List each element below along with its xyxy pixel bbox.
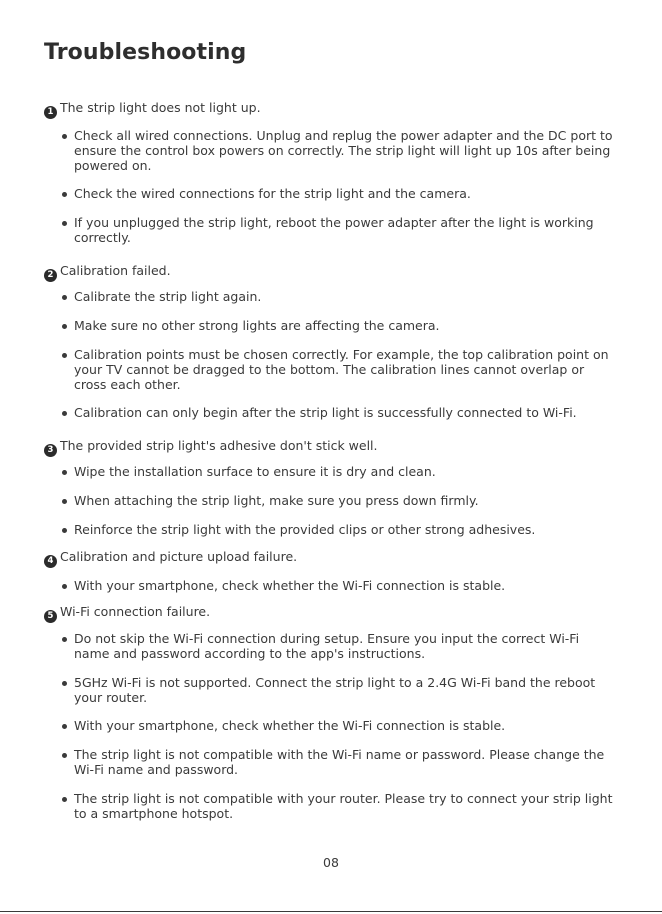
bullet-icon <box>62 353 67 358</box>
list-item <box>62 747 618 777</box>
list-item-text: Calibrate the strip light again. <box>74 289 262 304</box>
bullet-icon <box>62 499 67 504</box>
list-item <box>62 347 618 392</box>
list-item <box>62 215 618 245</box>
section-heading-text: Calibration and picture upload failure. <box>60 549 298 564</box>
section-heading-4 <box>44 549 297 568</box>
list-item-text: Check the wired connections for the strip light and the camera. <box>74 186 471 201</box>
bullet-icon <box>62 637 67 642</box>
list-item-text: Reinforce the strip light with the provided clips or other strong adhesives. <box>74 522 536 537</box>
number-badge: 1 <box>44 106 57 119</box>
bullet-icon <box>62 528 67 533</box>
list-item <box>62 718 618 733</box>
number-badge: 5 <box>44 610 57 623</box>
list-item-text: If you unplugged the strip light, reboot the power adapter after the light is working correctly. <box>74 215 594 245</box>
page-number: 08 <box>323 855 339 870</box>
bullet-icon <box>62 192 67 197</box>
bullet-icon <box>62 295 67 300</box>
list-item <box>62 289 618 304</box>
list-item <box>62 186 618 201</box>
list-item-text: With your smartphone, check whether the Wi-Fi connection is stable. <box>74 578 506 593</box>
list-item <box>62 675 618 705</box>
bullet-icon <box>62 411 67 416</box>
list-item-text: With your smartphone, check whether the Wi-Fi connection is stable. <box>74 718 506 733</box>
list-item-text: When attaching the strip light, make sure you press down firmly. <box>74 493 479 508</box>
list-item <box>62 128 618 173</box>
section-heading-text: Wi-Fi connection failure. <box>60 604 211 619</box>
list-item-text: Make sure no other strong lights are affecting the camera. <box>74 318 440 333</box>
list-item <box>62 318 618 333</box>
section-heading-1 <box>44 100 261 119</box>
list-item-text: Wipe the installation surface to ensure it is dry and clean. <box>74 464 436 479</box>
list-item <box>62 631 618 661</box>
section-heading-2 <box>44 263 171 282</box>
bullet-icon <box>62 134 67 139</box>
list-item <box>62 493 618 508</box>
list-item-text: Calibration can only begin after the strip light is successfully connected to Wi-Fi. <box>74 405 577 420</box>
list-item-text: The strip light is not compatible with the Wi-Fi name or password. Please change the Wi-Fi name and password. <box>74 747 605 777</box>
bullet-icon <box>62 221 67 226</box>
number-badge: 2 <box>44 269 57 282</box>
section-heading-text: Calibration failed. <box>60 263 171 278</box>
number-badge: 4 <box>44 555 57 568</box>
bullet-icon <box>62 724 67 729</box>
bullet-icon <box>62 753 67 758</box>
bottom-rule <box>0 911 662 912</box>
section-heading-3 <box>44 438 378 457</box>
list-item-text: 5GHz Wi-Fi is not supported. Connect the strip light to a 2.4G Wi-Fi band the reboot your router. <box>74 675 596 705</box>
section-heading-5 <box>44 604 210 623</box>
list-item <box>62 578 618 593</box>
number-badge: 3 <box>44 444 57 457</box>
bullet-icon <box>62 681 67 686</box>
list-item <box>62 522 618 537</box>
page-title: Troubleshooting <box>44 40 247 65</box>
list-item-text: Calibration points must be chosen correctly. For example, the top calibration point on your TV cannot be dragged to the bottom. The calibration lines cannot overlap or cross each other. <box>74 347 609 392</box>
list-item <box>62 791 618 821</box>
list-item-text: Check all wired connections. Unplug and replug the power adapter and the DC port to ensure the control box powers on correctly. The strip light will light up 10s after being powered on. <box>74 128 613 173</box>
section-heading-text: The strip light does not light up. <box>60 100 261 115</box>
list-item-text: The strip light is not compatible with your router. Please try to connect your strip light to a smartphone hotspot. <box>74 791 613 821</box>
list-item <box>62 405 618 420</box>
list-item-text: Do not skip the Wi-Fi connection during setup. Ensure you input the correct Wi-Fi name and password according to the app's instructions. <box>74 631 580 661</box>
bullet-icon <box>62 470 67 475</box>
bullet-icon <box>62 584 67 589</box>
bullet-icon <box>62 324 67 329</box>
list-item <box>62 464 618 479</box>
section-heading-text: The provided strip light's adhesive don't stick well. <box>60 438 378 453</box>
bullet-icon <box>62 797 67 802</box>
